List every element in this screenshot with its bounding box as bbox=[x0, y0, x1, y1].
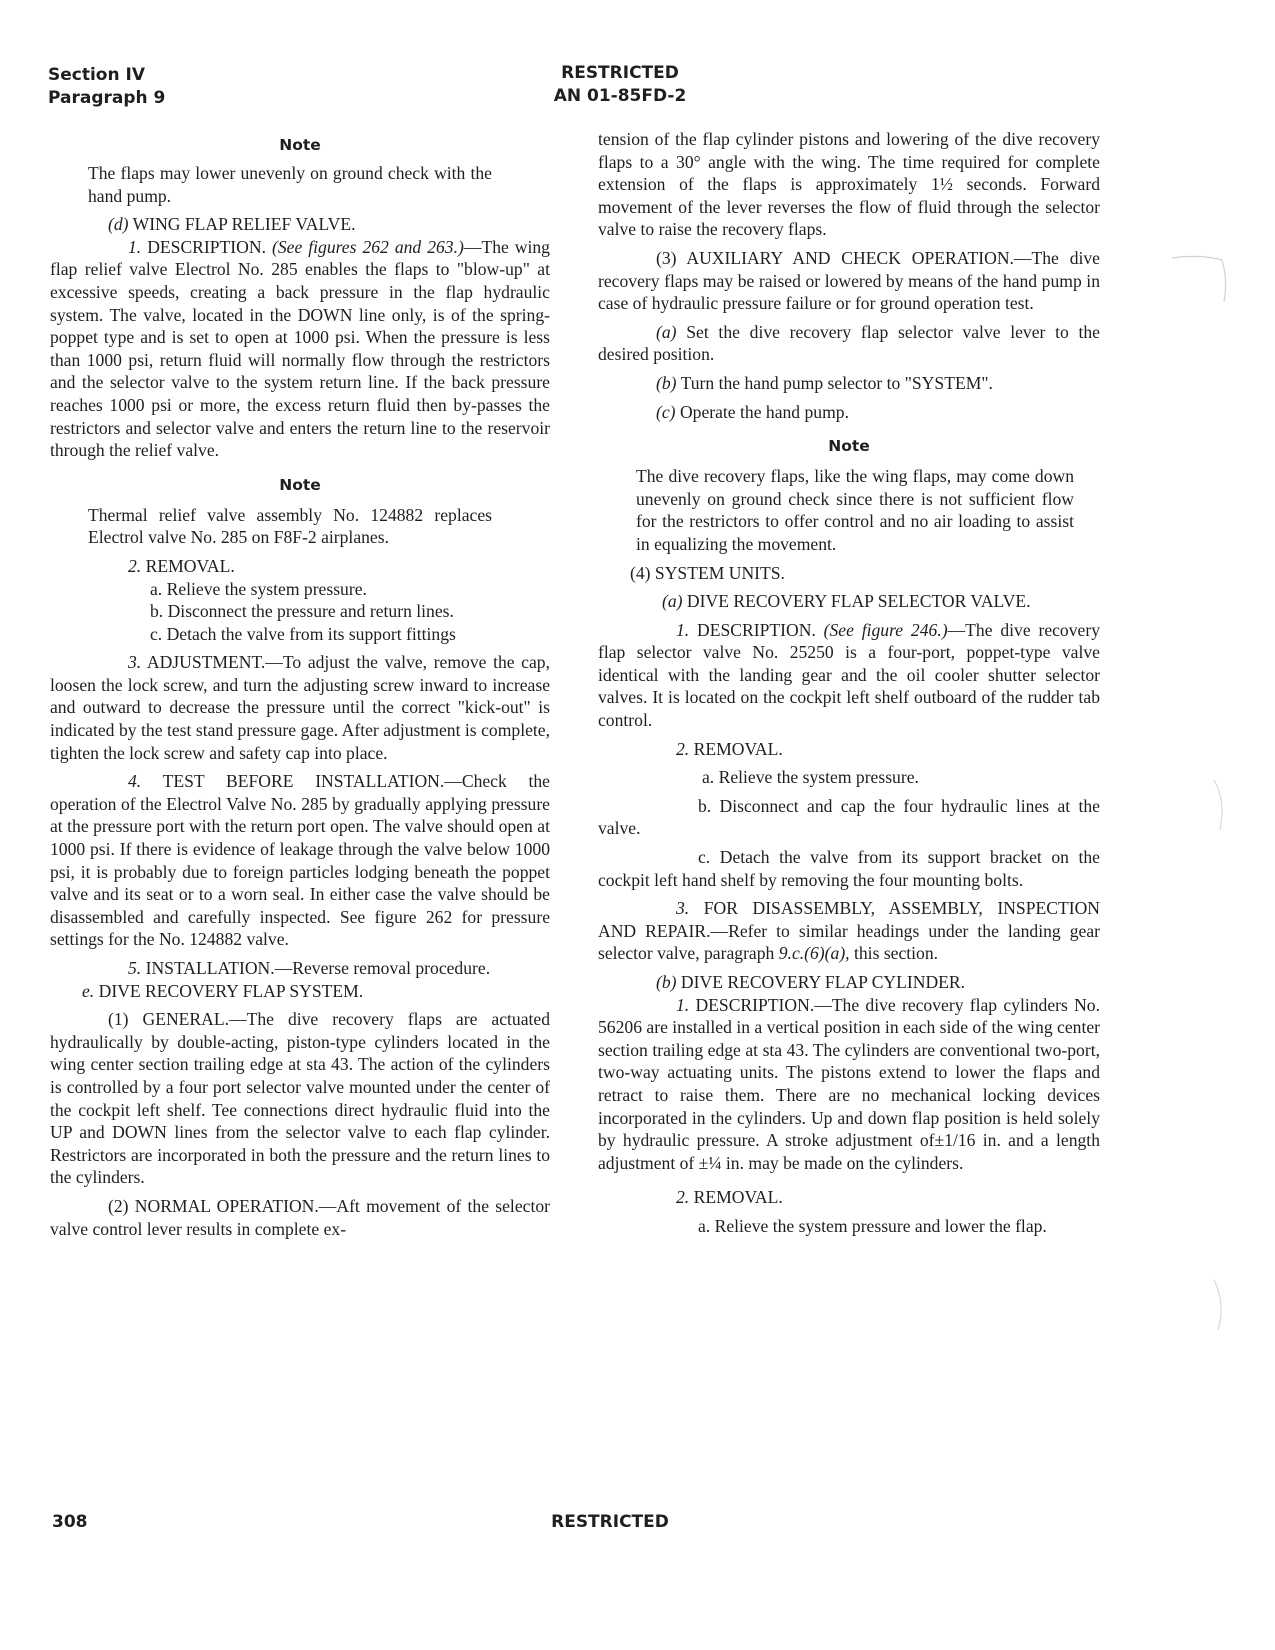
note-heading: Note bbox=[279, 475, 321, 494]
auxiliary-step-b: (b) Turn the hand pump selector to "SYSTEM". bbox=[656, 372, 993, 393]
scan-margin-marks bbox=[1170, 240, 1230, 1340]
selector-disassembly-paragraph: 3. FOR DISASSEMBLY, ASSEMBLY, INSPECTION AND REPAIR.—Refer to similar headings under the landing gear selector valve, paragraph 9.c.(6)(a), this section. bbox=[598, 898, 1100, 964]
cylinder-removal-heading: 2. REMOVAL. bbox=[676, 1187, 783, 1208]
test-paragraph: 4. TEST BEFORE INSTALLATION.—Check the operation of the Electrol Valve No. 285 by gradually applying pressure at the pressure port with the return port open. The valve should open at 1000 psi. If there is evidence of leakage through the valve below 1000 psi, it is probably due to foreign particles lodging beneath the poppet valve and its seat or to a worn seal. In either case the valve should be disassembled and carefully inspected. See figure 262 for pressure settings for the No. 124882 valve. bbox=[50, 771, 550, 950]
right-column bbox=[598, 128, 1100, 1238]
note-text: The dive recovery flaps, like the wing flaps, may come down unevenly on ground check since there is not sufficient flow for the restrictors to offer control and no air loading to assist in equalizing the movement. bbox=[636, 466, 1074, 554]
cylinder-description-paragraph: 1. DESCRIPTION.—The dive recovery flap cylinders No. 56206 are installed in a vertical position in each side of the wing center section trailing edge at sta 43. The cylinders are conventional two-port, two-way actuating units. The pistons extend to lower the flaps and retract to raise them. There are no mechanical locking devices incorporated in the cylinders. Up and down flap position is held solely by hydraulic pressure. A stroke adjustment of±1/16 in. and a length adjustment of ±¼ in. may be made on the cylinders. bbox=[598, 994, 1100, 1173]
installation-paragraph: 5. INSTALLATION.—Reverse removal procedure. bbox=[128, 958, 491, 978]
left-column bbox=[50, 134, 550, 1240]
section-heading-d: (d) WING FLAP RELIEF VALVE. bbox=[108, 214, 356, 235]
note-heading: Note bbox=[279, 136, 321, 154]
auxiliary-step-c: (c) Operate the hand pump. bbox=[656, 401, 849, 422]
auxiliary-step-a: (a) Set the dive recovery flap selector valve lever to the desired position. bbox=[598, 321, 1100, 365]
selector-removal-step: c. Detach the valve from its support bracket on the cockpit left hand shelf by removing the four mounting bolts. bbox=[598, 847, 1100, 890]
header-classification: RESTRICTED bbox=[561, 63, 679, 83]
normal-operation-continued: tension of the flap cylinder pistons and lowering of the dive recovery flaps to a 30° angle with the wing. The time required for complete extension of the flaps is approximately 1½ seconds. Forward movement of the lever reverses the flow of fluid through the selector valve to raise the recovery flaps. bbox=[598, 129, 1100, 240]
selector-removal-step: a. Relieve the system pressure. bbox=[702, 767, 919, 788]
removal-step: c. Detach the valve from its support fittings bbox=[150, 623, 456, 644]
system-units-heading: (4) SYSTEM UNITS. bbox=[630, 562, 785, 583]
removal-step: b. Disconnect the pressure and return lines. bbox=[150, 601, 454, 622]
selector-removal-step: b. Disconnect and cap the four hydraulic lines at the valve. bbox=[598, 795, 1100, 839]
description-paragraph: 1. DESCRIPTION. (See figures 262 and 263.)—The wing flap relief valve Electrol No. 285 enables the flaps to "blow-up" at excessive speeds, creating a back pressure in the flap hydraulic system. The valve, located in the DOWN line only, is of the spring-poppet type and is set to open at 1000 psi. When the pressure is less than 1000 psi, return fluid will normally flow through the restrictors and the selector valve to the system return line. If the back pressure reaches 1000 psi or more, the excess return fluid then by-passes the restrictors and selector valve and enters the return line to the reservoir through the relief valve. bbox=[50, 236, 550, 461]
document-number: AN 01-85FD-2 bbox=[553, 86, 687, 106]
page-number: 308 bbox=[52, 1512, 88, 1532]
section-header bbox=[48, 64, 165, 110]
adjustment-paragraph: 3. ADJUSTMENT.—To adjust the valve, remove the cap, loosen the lock screw, and turn the adjusting screw inward to increase and outward to decrease the pressure until the correct "kick-out" is indicated by the test stand pressure gage. After adjustment is complete, tighten the lock screw and safety cap into place. bbox=[50, 652, 550, 763]
cylinder-heading: (b) DIVE RECOVERY FLAP CYLINDER. bbox=[656, 972, 966, 992]
cylinder-removal-step: a. Relieve the system pressure and lower the flap. bbox=[698, 1215, 1047, 1236]
footer-classification: RESTRICTED bbox=[551, 1512, 669, 1532]
note-heading: Note bbox=[828, 437, 870, 456]
document-header bbox=[440, 62, 800, 108]
note-text: Thermal relief valve assembly No. 124882 replaces Electrol valve No. 285 on F8F-2 airplanes. bbox=[88, 504, 492, 548]
auxiliary-paragraph: (3) AUXILIARY AND CHECK OPERATION.—The dive recovery flaps may be raised or lowered by means of the hand pump in case of hydraulic pressure failure or for ground operation test. bbox=[598, 247, 1100, 314]
general-paragraph: (1) GENERAL.—The dive recovery flaps are actuated hydraulically by double-acting, piston-type cylinders located in the wing center section trailing edge at sta 43. The action of the cylinders is controlled by a four port selector valve mounted under the center of the cockpit left shelf. Tee connections direct hydraulic fluid into the UP and DOWN lines from the selector valve to each flap cylinder. Restrictors are incorporated in both the pressure and the return lines to the cylinders. bbox=[50, 1009, 550, 1188]
note-text: The flaps may lower unevenly on ground check with the hand pump. bbox=[88, 163, 492, 206]
selector-description-paragraph: 1. DESCRIPTION. (See figure 246.)—The dive recovery flap selector valve No. 25250 is a four-port, poppet-type valve identical with the landing gear and the oil cooler shutter selector valves. It is located on the cockpit left shelf outboard of the rudder tab control. bbox=[598, 619, 1100, 731]
normal-operation-paragraph: (2) NORMAL OPERATION.—Aft movement of the selector valve control lever results in complete ex- bbox=[50, 1195, 550, 1239]
section-label: Section IV bbox=[48, 65, 145, 85]
removal-step: a. Relieve the system pressure. bbox=[150, 578, 367, 599]
removal-heading: 2. REMOVAL. bbox=[128, 555, 235, 576]
selector-valve-heading: (a) DIVE RECOVERY FLAP SELECTOR VALVE. bbox=[662, 591, 1031, 612]
paragraph-label: Paragraph 9 bbox=[48, 88, 166, 108]
section-heading-e: e. DIVE RECOVERY FLAP SYSTEM. bbox=[82, 980, 364, 1001]
selector-removal-heading: 2. REMOVAL. bbox=[676, 738, 783, 759]
